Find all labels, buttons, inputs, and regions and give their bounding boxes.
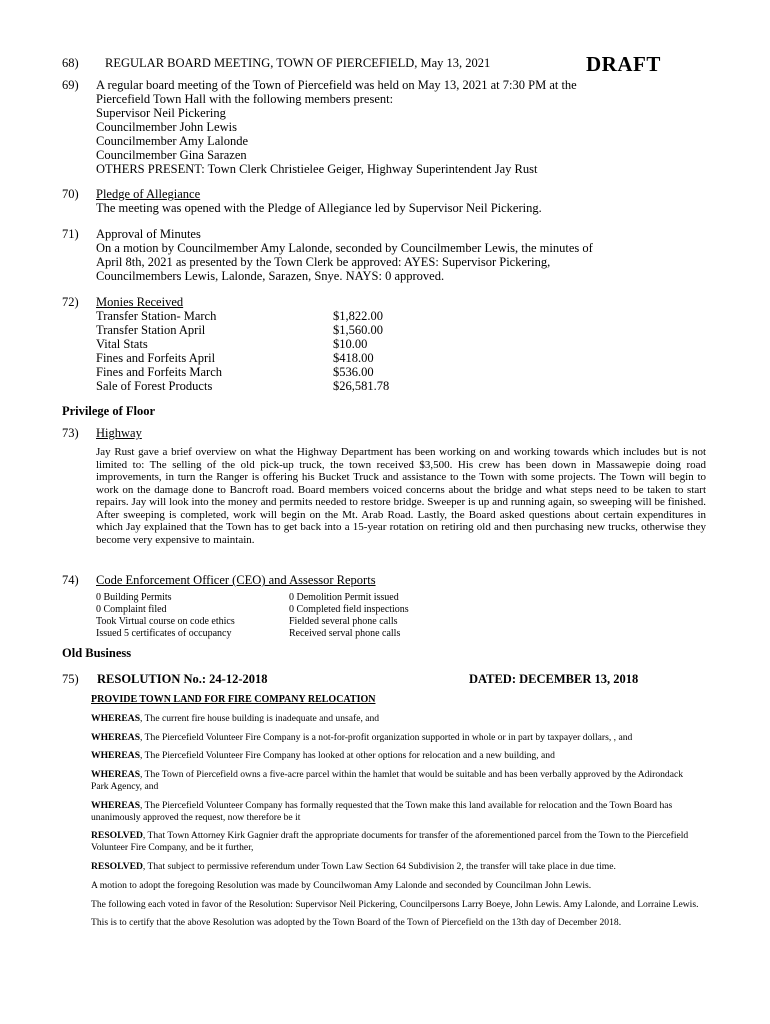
- clause-text: , The Piercefield Volunteer Fire Company is a not-for-profit organization supported in whole or in part by taxpayer dollars, , and: [140, 731, 633, 743]
- clause-keyword: WHEREAS: [91, 769, 141, 781]
- resolution-clause: [91, 750, 699, 762]
- privilege-heading: Privilege of Floor: [62, 404, 156, 418]
- monies-amount: $536.00: [333, 365, 374, 379]
- draft-label: DRAFT: [586, 52, 661, 76]
- section-text: On a motion by Councilmember Amy Lalonde, seconded by Councilmember Lewis, the minutes of: [96, 241, 593, 255]
- attendance-line: Supervisor Neil Pickering: [96, 106, 226, 120]
- attendance-line: A regular board meeting of the Town of Piercefield was held on May 13, 2021 at 7:30 PM at the: [96, 78, 577, 92]
- monies-amount: $418.00: [333, 351, 374, 365]
- monies-amount: $1,560.00: [333, 323, 383, 337]
- attendance-line: Councilmember Gina Sarazen: [96, 148, 247, 162]
- item-number: 69): [62, 78, 79, 92]
- pledge-section: [96, 187, 542, 215]
- monies-row: [96, 323, 416, 337]
- ceo-item: 0 Complaint filed: [96, 604, 167, 615]
- ceo-item: 0 Building Permits: [96, 592, 172, 603]
- ceo-left-list: [96, 592, 235, 640]
- resolution-clause: [91, 800, 699, 824]
- section-heading: Highway: [96, 426, 142, 440]
- monies-label: Transfer Station April: [96, 323, 206, 337]
- item-number: 70): [62, 187, 79, 201]
- section-text: April 8th, 2021 as presented by the Town Clerk be approved: AYES: Supervisor Pickering,: [96, 255, 551, 269]
- resolution-date: DATED: DECEMBER 13, 2018: [469, 672, 639, 686]
- section-text: Councilmembers Lewis, Lalonde, Sarazen, Snye. NAYS: 0 approved.: [96, 269, 445, 283]
- item-number: 74): [62, 573, 79, 587]
- resolution-number: RESOLUTION No.: 24-12-2018: [97, 672, 268, 686]
- ceo-right-list: [289, 592, 409, 640]
- highway-report: Jay Rust gave a brief overview on what the Highway Department has been working on and working towards which includes but is not limited to: The selling of the old pick-up truck, the town received $3,500. His crew has been down in Massawepie doing road improvements, in turn the Ranger is offering his Bucket Truck and assistance to the Town with some projects. The Town will begin to work on the damage done to Bancroft road. Board members voiced concerns about the bridge and what steps need to be taken to start repairs. Jay will look into the money and permits needed to restore bridge. Sweeper is up and running again, so sweeping will be finished. After sweeping is completed, work will begin on the Mt. Arab Road. Lastly, the Board asked questions about certain expenditures in which Jay explained that the Town has to get back into a 15-year rotation on retiring old and then purchasing new trucks, otherwise they become very expensive to maintain.: [96, 446, 706, 546]
- clause-text: , That Town Attorney Kirk Gagnier draft the appropriate documents for transfer of the aforementioned parcel from the Town to the Piercefield Volunteer Fire Company, and be it further,: [91, 830, 689, 854]
- resolution-certification: This is to certify that the above Resolution was adopted by the Town Board of the Town of Piercefield on the 13th day of December 2018.: [91, 917, 622, 929]
- clause-keyword: RESOLVED: [91, 830, 143, 842]
- item-number: 72): [62, 295, 79, 309]
- ceo-item: Issued 5 certificates of occupancy: [96, 628, 232, 639]
- section-heading: Pledge of Allegiance: [96, 187, 201, 201]
- ceo-item: Fielded several phone calls: [289, 616, 398, 627]
- section-heading: Monies Received: [96, 295, 184, 309]
- clause-text: , The Piercefield Volunteer Fire Company has looked at other options for relocation and a new building, and: [140, 750, 555, 762]
- monies-row: [96, 365, 416, 379]
- ceo-heading: Code Enforcement Officer (CEO) and Assessor Reports: [96, 573, 376, 587]
- clause-text: , The Piercefield Volunteer Company has formally requested that the Town make this land available for relocation and the Town Board has unanimously approved the request, now therefore be it: [91, 799, 673, 823]
- monies-amount: $10.00: [333, 337, 368, 351]
- monies-label: Fines and Forfeits April: [96, 351, 216, 365]
- monies-label: Transfer Station- March: [96, 309, 217, 323]
- clause-keyword: WHEREAS: [91, 750, 141, 762]
- attendance-line: OTHERS PRESENT: Town Clerk Christielee Geiger, Highway Superintendent Jay Rust: [96, 162, 538, 176]
- resolution-clause: [91, 732, 699, 744]
- ceo-item: Took Virtual course on code ethics: [96, 616, 235, 627]
- resolution-title: PROVIDE TOWN LAND FOR FIRE COMPANY RELOCATION: [91, 694, 376, 705]
- clause-keyword: RESOLVED: [91, 860, 143, 872]
- meeting-title: REGULAR BOARD MEETING, TOWN OF PIERCEFIELD, May 13, 2021: [105, 56, 491, 70]
- attendance-line: Councilmember John Lewis: [96, 120, 237, 134]
- clause-keyword: WHEREAS: [91, 712, 141, 724]
- monies-amount: $1,822.00: [333, 309, 383, 323]
- ceo-item: 0 Demolition Permit issued: [289, 592, 399, 603]
- monies-amount: $26,581.78: [333, 379, 390, 393]
- monies-label: Fines and Forfeits March: [96, 365, 223, 379]
- old-business-heading: Old Business: [62, 646, 132, 660]
- section-heading: Approval of Minutes: [96, 227, 201, 241]
- resolution-body: [91, 694, 699, 929]
- item-number: 71): [62, 227, 79, 241]
- resolution-clause: [91, 769, 699, 793]
- clause-keyword: WHEREAS: [91, 799, 141, 811]
- resolution-motion: A motion to adopt the foregoing Resolution was made by Councilwoman Amy Lalonde and seconded by Councilman John Lewis.: [91, 879, 592, 891]
- clause-text: , That subject to permissive referendum under Town Law Section 64 Subdivision 2, the transfer will take place in due time.: [142, 860, 616, 872]
- item-number: 73): [62, 426, 79, 440]
- clause-text: , The Town of Piercefield owns a five-acre parcel within the hamlet that would be suitable and has been verbally approved by the Adirondack Park Agency, and: [91, 769, 684, 792]
- section-heading: [96, 573, 376, 587]
- meeting-attendance: [96, 78, 577, 176]
- clause-text: , The current fire house building is inadequate and unsafe, and: [140, 712, 380, 724]
- attendance-line: Piercefield Town Hall with the following members present:: [96, 92, 394, 106]
- item-number: 68): [62, 56, 79, 70]
- monies-row: [96, 337, 416, 351]
- monies-row: [96, 379, 416, 393]
- resolution-clause: [91, 861, 699, 873]
- item-number: 75): [62, 672, 79, 686]
- monies-row: [96, 351, 416, 365]
- ceo-item: 0 Completed field inspections: [289, 604, 409, 615]
- attendance-line: Councilmember Amy Lalonde: [96, 134, 249, 148]
- section-text: The meeting was opened with the Pledge of Allegiance led by Supervisor Neil Pickering.: [96, 201, 542, 215]
- resolution-clause: [91, 713, 699, 725]
- monies-label: Sale of Forest Products: [96, 379, 213, 393]
- monies-label: Vital Stats: [96, 337, 148, 351]
- minutes-section: [96, 227, 593, 283]
- ceo-item: Received serval phone calls: [289, 628, 401, 639]
- resolution-vote: The following each voted in favor of the Resolution: Supervisor Neil Pickering, Councilpersons Larry Boeye, John Lewis. Amy Lalonde, and Lorraine Lewis.: [91, 898, 699, 910]
- resolution-clause: [91, 830, 699, 854]
- monies-row: [96, 309, 416, 323]
- clause-keyword: WHEREAS: [91, 731, 141, 743]
